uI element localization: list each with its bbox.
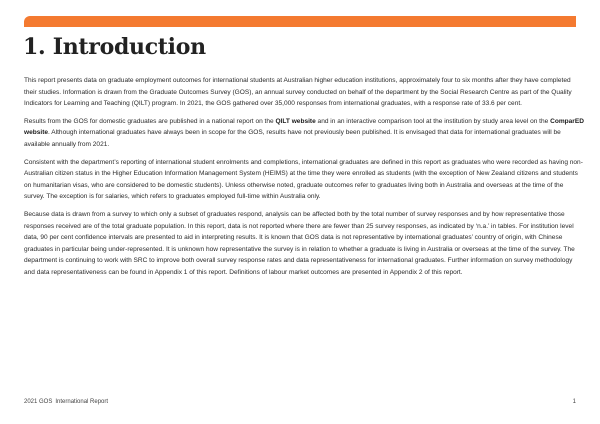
- body-text: [24, 75, 584, 285]
- page-title: 1. Introduction: [23, 34, 206, 60]
- paragraph-text: . Although international graduates have always been in scope for the GOS, results have not previously been published. It is envisaged that data for international graduates will be available annually from 2021.: [24, 129, 561, 148]
- paragraph-text: Results from the GOS for domestic graduates are published in a national report on the: [24, 117, 276, 125]
- footer-survey: 2021 GOS: [24, 399, 53, 405]
- paragraph-intro: This report presents data on graduate employment outcomes for international students at Australian higher education institutions, approximately four to six months after they have completed their studies. Information is drawn from the Graduate Outcomes Survey (GOS), an annual survey conducted on behalf of the department by the Social Research Centre as part of the Quality Indicators for Learning and Teaching (QILT) program. In 2021, the GOS gathered over 35,000 responses from international graduates, with a response rate of 33.6 per cent.: [24, 77, 572, 108]
- paragraph-results: [24, 116, 584, 151]
- compared-website-link[interactable]: ComparED website: [24, 117, 584, 137]
- footer-report-name: International Report: [55, 399, 109, 405]
- paragraph-text: and in an interactive comparison tool at the institution by study area level on the: [315, 117, 551, 125]
- page-number: 1: [572, 399, 576, 405]
- footer-report-label: [24, 399, 108, 405]
- qilt-website-link[interactable]: QILT website: [275, 117, 316, 125]
- accent-bar: [24, 16, 576, 27]
- paragraph-definition: Consistent with the department’s reporting of international student enrolments and completions, international graduates are defined in this report as graduates who were recorded as having non-Australian citizen status in the Higher Education Information Management System (HEIMS) at the time they were enrolled as students (with the exception of New Zealand citizens and students on humanitarian visas, who are considered to be domestic students). Unless otherwise noted, graduate outcomes refer to graduates living both in Australia and overseas at the time of the survey. The exception is for salaries, which refers to graduates employed full-time within Australia only.: [24, 158, 583, 201]
- paragraph-methodology: Because data is drawn from a survey to which only a subset of graduates respond, analysis can be affected both by the total number of survey responses and by how representative those responses received are of the total graduate population. In this report, data is not reported where there are fewer than 25 survey responses, as indicated by ‘n.a.’ in tables. For institution level data, 90 per cent confidence intervals are presented to aid in interpreting results. It is known that GOS data is not representative by international graduates’ country of origin, with Chinese graduates in particular being under-represented. It is unknown how representative the survey is in relation to whether a graduate is living in Australia or overseas at the time of the survey. The department is continuing to work with SRC to improve both overall survey response rates and data representativeness for international graduates. Further information on survey methodology and data representativeness can be found in Appendix 1 of this report. Definitions of labour market outcomes are presented in Appendix 2 of this report.: [24, 210, 575, 276]
